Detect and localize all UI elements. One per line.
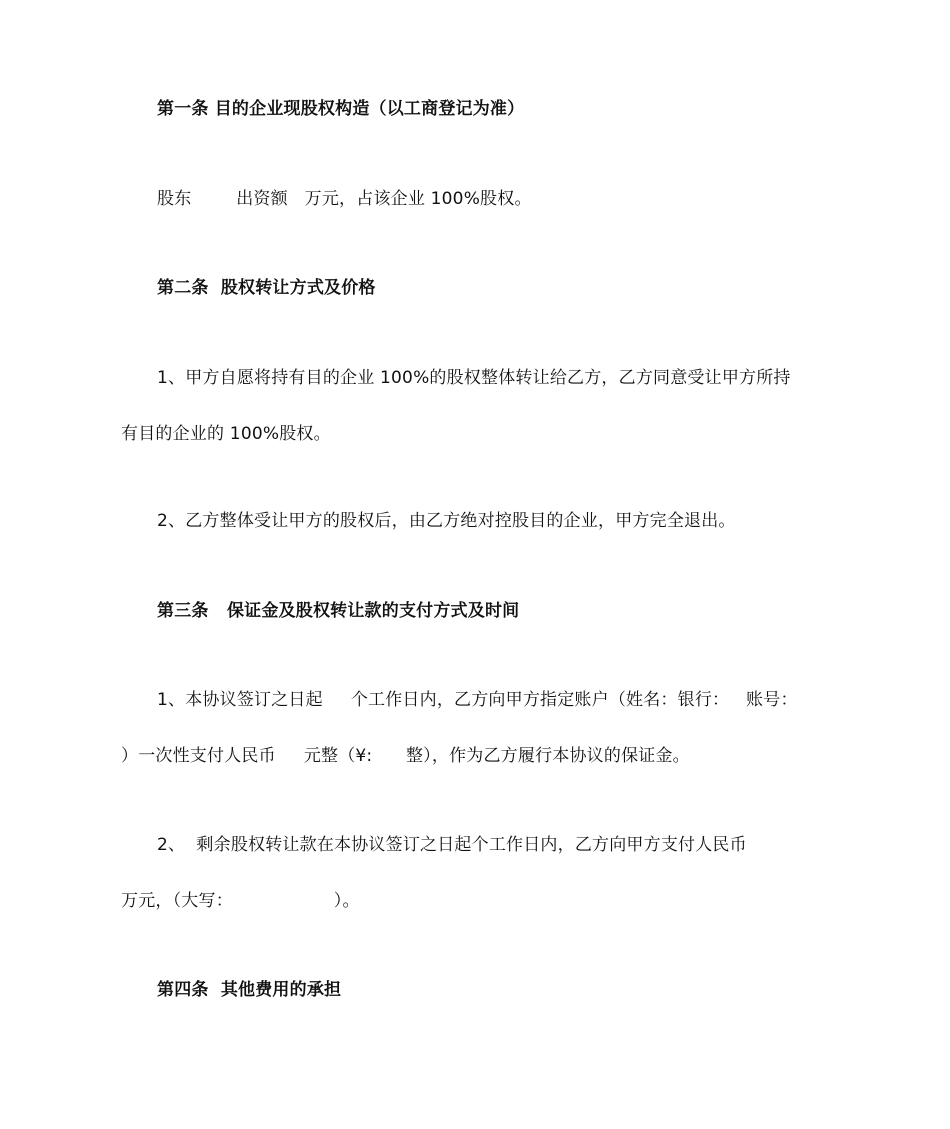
article-3-clause-2-line-1: 2、 剩余股权转让款在本协议签订之日起个工作日内，乙方向甲方支付人民币 bbox=[157, 835, 747, 855]
article-2-clause-1-line-1: 1、甲方自愿将持有目的企业 100%的股权整体转让给乙方，乙方同意受让甲方所持 bbox=[157, 368, 791, 388]
article-3-clause-2-line-2: 万元，（大写： ）。 bbox=[121, 891, 360, 911]
article-3-clause-1-line-2: ）一次性支付人民币 元整（¥: 整），作为乙方履行本协议的保证金。 bbox=[121, 746, 690, 766]
article-2-clause-1-line-2: 有目的企业的 100%股权。 bbox=[121, 424, 331, 444]
article-2-clause-2: 2、乙方整体受让甲方的股权后，由乙方绝对控股目的企业，甲方完全退出。 bbox=[157, 511, 736, 531]
article-2-heading: 第二条 股权转让方式及价格 bbox=[157, 278, 376, 298]
article-1-heading: 第一条 目的企业现股权构造（以工商登记为准） bbox=[157, 99, 525, 119]
article-4-heading: 第四条 其他费用的承担 bbox=[157, 980, 342, 1000]
article-1-shareholder-line: 股东 出资额 万元，占该企业 100%股权。 bbox=[157, 189, 532, 209]
article-3-clause-1-line-1: 1、本协议签订之日起 个工作日内，乙方向甲方指定账户（姓名：银行： 账号： bbox=[157, 690, 798, 710]
article-3-heading: 第三条 保证金及股权转让款的支付方式及时间 bbox=[157, 601, 520, 621]
